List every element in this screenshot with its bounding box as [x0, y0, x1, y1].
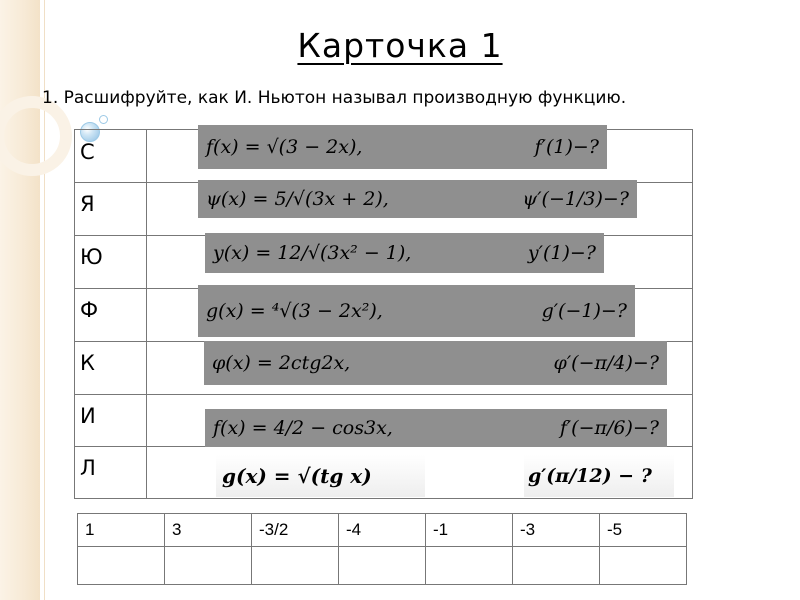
derivative-question: f′(−π/6)−?: [559, 417, 659, 439]
answer-cell: -3: [513, 514, 600, 547]
table-column-divider: [146, 129, 147, 499]
derivative-question: g′(−1)−?: [541, 300, 627, 322]
row-letter: Ю: [80, 245, 103, 269]
table-row-divider: [74, 394, 693, 395]
row-letter: Ф: [80, 298, 99, 322]
letter-blank-cell[interactable]: [600, 547, 687, 585]
formula-strip: [204, 341, 667, 385]
formula-strip: [205, 233, 604, 273]
function-formula: y(x) = 12/√(3x² − 1),: [213, 242, 412, 264]
function-formula: φ(x) = 2ctg2x,: [212, 352, 351, 374]
function-formula: f(x) = 4/2 − cos3x,: [213, 417, 393, 439]
letter-blank-cell[interactable]: [78, 547, 165, 585]
letter-blank-cell[interactable]: [165, 547, 252, 585]
answer-cell: 3: [165, 514, 252, 547]
derivative-question: y′(1)−?: [527, 242, 596, 264]
row-letter: К: [80, 351, 95, 375]
derivative-question: ψ′(−1/3)−?: [522, 188, 629, 210]
derivative-question: f′(1)−?: [534, 136, 599, 158]
derivative-question: g′(π/12) − ?: [524, 455, 674, 497]
answer-cell: -5: [600, 514, 687, 547]
row-letter: Я: [80, 192, 95, 216]
table-border-left: [74, 129, 75, 499]
table-border-bottom: [74, 498, 693, 499]
formula-strip: [198, 285, 635, 337]
decorative-ring: [0, 96, 72, 176]
answer-cell: 1: [78, 514, 165, 547]
letter-blank-cell[interactable]: [339, 547, 426, 585]
title-text: Карточка 1: [297, 26, 503, 65]
answer-cell: -1: [426, 514, 513, 547]
letter-blank-cell[interactable]: [252, 547, 339, 585]
answer-cell: -3/2: [252, 514, 339, 547]
formula-strip: [198, 180, 637, 218]
function-formula: g(x) = ⁴√(3 − 2x²),: [206, 300, 383, 322]
function-formula: g(x) = √(tg x): [216, 455, 425, 497]
row-letter: Л: [80, 456, 96, 480]
row-letter: С: [80, 140, 95, 164]
task-instruction: 1. Расшифруйте, как И. Ньютон называл производную функцию.: [42, 88, 627, 108]
table-border-right: [692, 129, 693, 499]
answer-table: [77, 513, 687, 585]
answer-cell: -4: [339, 514, 426, 547]
function-formula: f(x) = √(3 − 2x),: [206, 136, 363, 158]
answer-values-row: [78, 514, 687, 547]
page-title: [0, 26, 800, 70]
function-formula: ψ(x) = 5/√(3x + 2),: [206, 188, 389, 210]
answer-letters-row: [78, 547, 687, 585]
background-stripe: [0, 0, 40, 600]
formula-strip: [205, 409, 667, 447]
row-letter: И: [80, 404, 96, 428]
derivative-question: φ′(−π/4)−?: [553, 352, 659, 374]
decorative-bubble-small: [99, 115, 108, 124]
letter-blank-cell[interactable]: [513, 547, 600, 585]
letter-blank-cell[interactable]: [426, 547, 513, 585]
formula-strip: [198, 125, 607, 169]
